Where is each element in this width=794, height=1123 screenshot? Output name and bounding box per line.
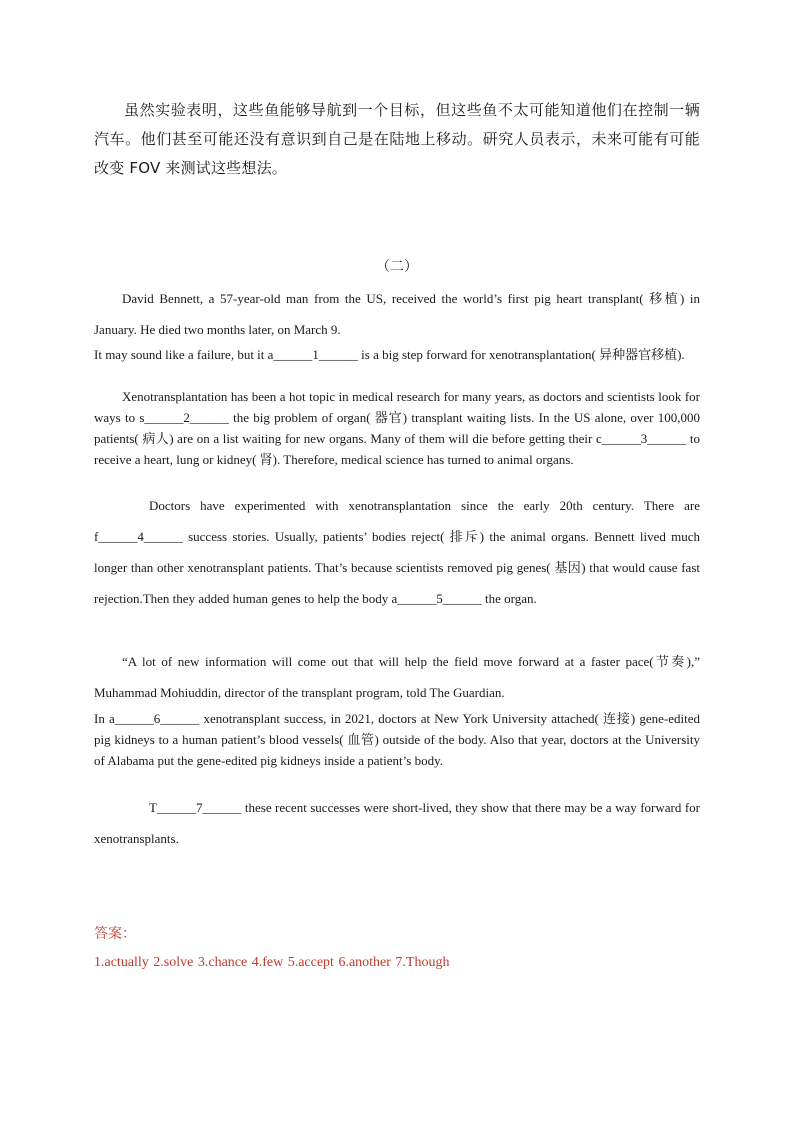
section-title: （二） [376, 259, 418, 275]
chinese-translation-paragraph [94, 96, 700, 183]
passage-paragraph-1: David Bennett, a 57-year-old man from the US, received the world’s first pig heart transplant( 移植) in January. He died two months later, on March 9. [94, 291, 700, 337]
passage-paragraph-5: “A lot of new information will come out that will help the field move forward at a faster pace(节奏),” Muhammad Mohiuddin, director of the transplant program, told The Guardian. [94, 654, 700, 700]
passage-paragraph-6: In a______6______ xenotransplant success, in 2021, doctors at New York University attached( 连接) gene-edited pig kidneys to a human patient’s blood vessels( 血管) outside of the body. Also that year, doctors at the University of Alabama put the gene-edited pig kidneys inside a patient’s body. [94, 711, 700, 768]
passage-paragraph-7: T______7______ these recent successes were short-lived, they show that there may be a way forward for xenotransplants. [94, 800, 700, 846]
passage-paragraph-2: It may sound like a failure, but it a______1______ is a big step forward for xenotransplantation( 异种器官移植). [94, 347, 685, 362]
answers-label: 答案： [94, 926, 136, 942]
intro-paragraph: 虽然实验表明，这些鱼能够导航到一个目标，但这些鱼不太可能知道他们在控制一辆汽车。他们甚至可能还没有意识到自己是在陆地上移动。研究人员表示，未来可能有可能改变 FOV 来测试这些想法。 [94, 101, 700, 177]
passage-paragraph-4: Doctors have experimented with xenotransplantation since the early 20th century. There are f______4______ success stories. Usually, patients’ bodies reject( 排斥) the animal organs. Bennett lived much longer than other xenotransplant patients. That’s because scientists removed pig genes( 基因) that would cause fast rejection.Then they added human genes to help the body a______5______ the organ. [94, 498, 700, 606]
answers-text: 1.actually 2.solve 3.chance 4.few 5.accept 6.another 7.Though [94, 955, 450, 970]
passage-paragraph-3: Xenotransplantation has been a hot topic in medical research for many years, as doctors and scientists look for ways to s______2______ the big problem of organ( 器官) transplant waiting lists. In the US alone, over 100,000 patients( 病人) are on a list waiting for new organs. Many of them will die before getting their c______3______ to receive a heart, lung or kidney( 肾). Therefore, medical science has turned to animal organs. [94, 389, 700, 467]
